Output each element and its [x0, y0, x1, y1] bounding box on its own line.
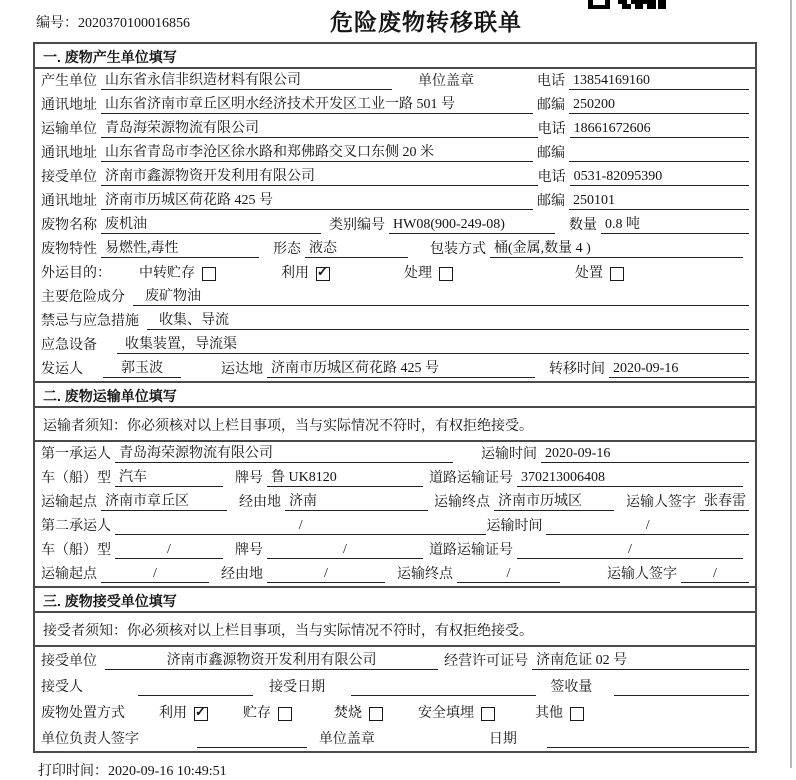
- license-label: 经营许可证号: [444, 654, 529, 669]
- row-first-carrier: [35, 442, 755, 466]
- zip-value: 250101: [569, 192, 749, 210]
- package-value: 桶(金属,数量 4 ): [490, 240, 743, 258]
- other-checkbox: [570, 707, 584, 721]
- principal-sign-value: [197, 730, 307, 748]
- plate-label: 牌号: [235, 543, 263, 558]
- transport-time-label: 运输时间: [486, 519, 543, 534]
- carrier-value: /: [115, 517, 486, 535]
- tel-label: 电话: [537, 74, 565, 89]
- equipment-value: 收集装置，导流渠: [117, 336, 749, 354]
- carrier-sign-value: /: [681, 565, 749, 583]
- address-label: 通讯地址: [41, 98, 97, 113]
- transfer-storage-checkbox: [202, 267, 216, 281]
- row-produce-address: [35, 93, 755, 117]
- address-label: 通讯地址: [41, 146, 97, 161]
- zip-label: 邮编: [537, 146, 565, 161]
- row-receiver-unit: [35, 647, 755, 673]
- equipment-label: 应急设备: [41, 338, 97, 353]
- carrier-label: 第一承运人: [41, 447, 111, 462]
- date-label: 日期: [488, 732, 517, 747]
- row-principal-signature: [35, 725, 755, 751]
- disposal-option-incinerate: [334, 705, 383, 722]
- print-time-value: 2020-09-16 10:49:51: [108, 764, 227, 779]
- purpose-option-utilize: [281, 265, 330, 282]
- row-vehicle-1: [35, 466, 755, 490]
- character-label: 废物特性: [41, 242, 97, 257]
- receive-unit-value: 济南市鑫源物资开发利用有限公司: [105, 652, 438, 670]
- start-value: /: [101, 565, 209, 583]
- road-license-value: /: [517, 541, 743, 559]
- transport-time-label: 运输时间: [481, 447, 537, 462]
- disposal-option-label: 焚烧: [334, 706, 362, 721]
- section1-header: 一. 废物产生单位填写: [35, 44, 755, 69]
- plate-label: 牌号: [235, 471, 263, 486]
- destination-value: 济南市历城区荷花路 425 号: [267, 360, 535, 378]
- transfer-time-label: 转移时间: [549, 362, 605, 377]
- row-taboo-measures: [35, 309, 755, 333]
- transfer-time-value: 2020-09-16: [609, 360, 749, 378]
- sender-value: 郭玉波: [103, 360, 181, 378]
- category-value: HW08(900-249-08): [389, 216, 555, 234]
- row-produce-unit: [35, 69, 755, 93]
- road-license-label: 道路运输证号: [429, 471, 513, 486]
- zip-value: 250200: [569, 96, 749, 114]
- start-label: 运输起点: [41, 567, 97, 582]
- stamp-label: 单位盖章: [418, 74, 474, 89]
- disposal-option-label: 利用: [159, 706, 187, 721]
- form-number: [36, 12, 190, 32]
- page-right-edge-line: [790, 0, 792, 768]
- page-header: [0, 0, 796, 42]
- purpose-option-transfer-storage: [139, 265, 216, 282]
- disposal-option-label: 其他: [535, 706, 563, 721]
- license-value: 济南危证 02 号: [532, 652, 749, 670]
- package-label: 包装方式: [430, 242, 486, 257]
- plate-value: 鲁 UK8120: [267, 469, 423, 487]
- carrier-sign-value: 张春雷: [700, 493, 749, 511]
- category-label: 类别编号: [329, 218, 385, 233]
- carrier-sign-label: 运输人签字: [607, 567, 677, 582]
- sign-quantity-label: 签收量: [550, 680, 593, 695]
- carrier-sign-label: 运输人签字: [626, 495, 696, 510]
- section3-notice: 接受者须知：你必须核对以上栏目事项，当与实际情况不符时，有权拒绝接受。: [35, 613, 755, 647]
- address-value: 山东省济南市章丘区明水经济技术开发区工业一路 501 号: [101, 96, 533, 114]
- receive-unit-label: 接受单位: [41, 654, 97, 669]
- manifest-form: [33, 42, 757, 753]
- via-label: 经由地: [221, 567, 263, 582]
- disposal-label: 废物处置方式: [41, 706, 125, 721]
- receive-date-label: 接受日期: [269, 680, 326, 695]
- storage-checkbox: [278, 707, 292, 721]
- qr-code-fragment: [588, 0, 666, 10]
- purpose-option-treat: [404, 265, 453, 282]
- row-receive-address: [35, 189, 755, 213]
- end-value: /: [457, 565, 560, 583]
- receiver-value: [138, 678, 253, 696]
- row-transport-unit: [35, 117, 755, 141]
- tel-label: 电话: [537, 170, 566, 185]
- row-vehicle-2: [35, 538, 755, 562]
- treat-checkbox: [439, 267, 453, 281]
- plate-value: /: [267, 541, 423, 559]
- utilize-checkbox: [316, 267, 330, 281]
- transport-time-value: 2020-09-16: [541, 445, 749, 463]
- disposal-option-label: 贮存: [243, 706, 271, 721]
- transport-time-value: /: [546, 517, 749, 535]
- start-label: 运输起点: [41, 495, 97, 510]
- end-value: 济南市历城区: [494, 493, 614, 511]
- start-value: 济南市章丘区: [101, 493, 227, 511]
- address-value: 山东省青岛市李沧区徐水路和郑佛路交叉口东侧 20 米: [101, 144, 533, 162]
- row-transport-address: [35, 141, 755, 165]
- purpose-option-dispose: [575, 265, 624, 282]
- row-hazard-component: [35, 285, 755, 309]
- address-value: 济南市历城区荷花路 425 号: [101, 192, 533, 210]
- page-title: 危险废物转移联单: [330, 9, 522, 35]
- receive-unit-label: 接受单位: [41, 170, 97, 185]
- row-sender: [35, 357, 755, 381]
- principal-sign-label: 单位负责人签字: [41, 732, 139, 747]
- zip-label: 邮编: [537, 98, 565, 113]
- receiver-label: 接受人: [41, 680, 83, 695]
- address-label: 通讯地址: [41, 194, 97, 209]
- road-license-value: 370213006408: [517, 469, 743, 487]
- row-route-2: [35, 562, 755, 586]
- disposal-option-label: 安全填埋: [418, 706, 474, 721]
- print-time: [38, 760, 796, 780]
- row-waste-character: [35, 237, 755, 261]
- transport-unit-label: 运输单位: [41, 122, 97, 137]
- taboo-value: 收集、导流: [147, 312, 749, 330]
- landfill-checkbox: [481, 707, 495, 721]
- carrier-label: 第二承运人: [41, 519, 111, 534]
- via-value: 济南: [285, 493, 428, 511]
- section3-header: 三. 废物接受单位填写: [35, 586, 755, 613]
- taboo-label: 禁忌与应急措施: [41, 314, 139, 329]
- row-transfer-purpose: [35, 261, 755, 285]
- form-value: 液态: [305, 240, 408, 258]
- incinerate-checkbox: [369, 707, 383, 721]
- end-label: 运输终点: [397, 567, 453, 582]
- sender-label: 发运人: [41, 362, 83, 377]
- row-second-carrier: [35, 514, 755, 538]
- hazard-label: 主要危险成分: [41, 290, 125, 305]
- produce-unit-label: 产生单位: [41, 74, 97, 89]
- purpose-label: 外运目的：: [41, 266, 111, 281]
- vehicle-type-value: 汽车: [115, 469, 223, 487]
- form-label: 形态: [273, 242, 301, 257]
- via-value: /: [267, 565, 385, 583]
- stamp-label: 单位盖章: [318, 732, 375, 747]
- purpose-option-label: 处理: [404, 266, 432, 281]
- vehicle-type-label: 车（船）型: [41, 471, 111, 486]
- purpose-option-label: 中转贮存: [139, 266, 195, 281]
- receive-unit-value: 济南市鑫源物资开发利用有限公司: [101, 168, 538, 186]
- sign-quantity-value: [614, 678, 749, 696]
- waste-name-label: 废物名称: [41, 218, 97, 233]
- carrier-value: 青岛海荣源物流有限公司: [115, 445, 453, 463]
- hazard-value: 废矿物油: [133, 288, 749, 306]
- purpose-option-label: 利用: [281, 266, 309, 281]
- print-time-label: 打印时间：: [38, 764, 108, 779]
- tel-value: 13854169160: [569, 72, 749, 90]
- form-number-label: 编号：: [36, 16, 78, 31]
- row-route-1: [35, 490, 755, 514]
- end-label: 运输终点: [434, 495, 490, 510]
- road-license-label: 道路运输证号: [429, 543, 513, 558]
- row-receiver: [35, 673, 755, 699]
- receive-date-value: [351, 678, 536, 696]
- produce-unit-value: 山东省永信非织造材料有限公司: [101, 72, 392, 90]
- destination-label: 运达地: [221, 362, 263, 377]
- transport-unit-value: 青岛海荣源物流有限公司: [101, 120, 538, 138]
- disposal-option-other: [535, 705, 584, 722]
- tel-value: 18661672606: [570, 120, 749, 138]
- via-label: 经由地: [239, 495, 281, 510]
- form-number-value: 2020370100016856: [78, 16, 190, 31]
- quantity-value: 0.8 吨: [601, 216, 749, 234]
- utilize-checkbox: [194, 707, 208, 721]
- row-emergency-equipment: [35, 333, 755, 357]
- tel-value: 0531-82095390: [570, 168, 749, 186]
- section2-header: 二. 废物运输单位填写: [35, 381, 755, 408]
- zip-label: 邮编: [537, 194, 565, 209]
- disposal-option-utilize: [159, 705, 208, 722]
- disposal-option-storage: [243, 705, 292, 722]
- quantity-label: 数量: [569, 218, 597, 233]
- row-waste-name: [35, 213, 755, 237]
- character-value: 易燃性,毒性: [101, 240, 259, 258]
- zip-value: [569, 144, 749, 162]
- row-receive-unit: [35, 165, 755, 189]
- date-value: [547, 730, 749, 748]
- vehicle-type-label: 车（船）型: [41, 543, 111, 558]
- dispose-checkbox: [610, 267, 624, 281]
- row-disposal-method: [35, 699, 755, 725]
- section2-notice: 运输者须知：你必须核对以上栏目事项，当与实际情况不符时，有权拒绝接受。: [35, 408, 755, 442]
- waste-name-value: 废机油: [101, 216, 321, 234]
- disposal-option-landfill: [418, 705, 495, 722]
- vehicle-type-value: /: [115, 541, 223, 559]
- purpose-option-label: 处置: [575, 266, 603, 281]
- tel-label: 电话: [537, 122, 566, 137]
